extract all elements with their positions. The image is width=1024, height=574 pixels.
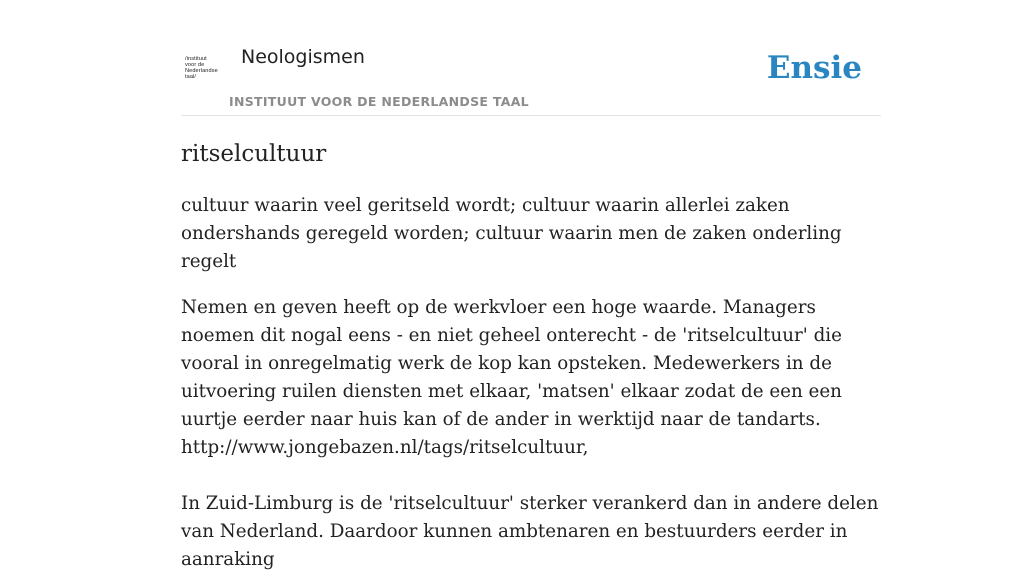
logo-line: taal/ [185, 74, 197, 80]
content-container [181, 0, 881, 574]
example-quote: In Zuid-Limburg is de 'ritselcultuur' sterker verankerd dan in andere delen van Nederland. Daardoor kunnen ambtenaren en bestuurders eerder in aanraking [181, 493, 879, 570]
entry-examples [181, 294, 881, 574]
logo-line: Nederlandse [185, 68, 218, 74]
source-header [181, 0, 881, 116]
paragraph-spacer [181, 462, 881, 490]
entry-term: ritselcultuur [181, 141, 327, 167]
entry-definition: cultuur waarin veel geritseld wordt; cultuur waarin allerlei zaken ondershands geregeld worden; cultuur waarin men de zaken onderling regelt [181, 195, 842, 272]
source-name-link[interactable]: Neologismen [241, 46, 365, 68]
example-source: http://www.jongebazen.nl/tags/ritselcultuur, [181, 437, 589, 458]
logo-line: /instituut [185, 56, 207, 62]
example-quote: Nemen en geven heeft op de werkvloer een hoge waarde. Managers noemen dit nogal eens - en niet geheel onterecht - de 'ritselcultuur' die vooral in onregelmatig werk de kop kan opsteken. Medewerkers in de uitvoering ruilen diensten met elkaar, 'matsen' elkaar zodat de een een uurtje eerder naar huis kan of de ander in werktijd naar de tandarts. [181, 297, 842, 430]
source-organization: INSTITUUT VOOR DE NEDERLANDSE TAAL [229, 94, 529, 109]
ensie-brand-logo[interactable]: Ensie [766, 50, 862, 86]
ivdnt-logo[interactable] [185, 56, 229, 92]
logo-line: voor de [185, 62, 205, 68]
